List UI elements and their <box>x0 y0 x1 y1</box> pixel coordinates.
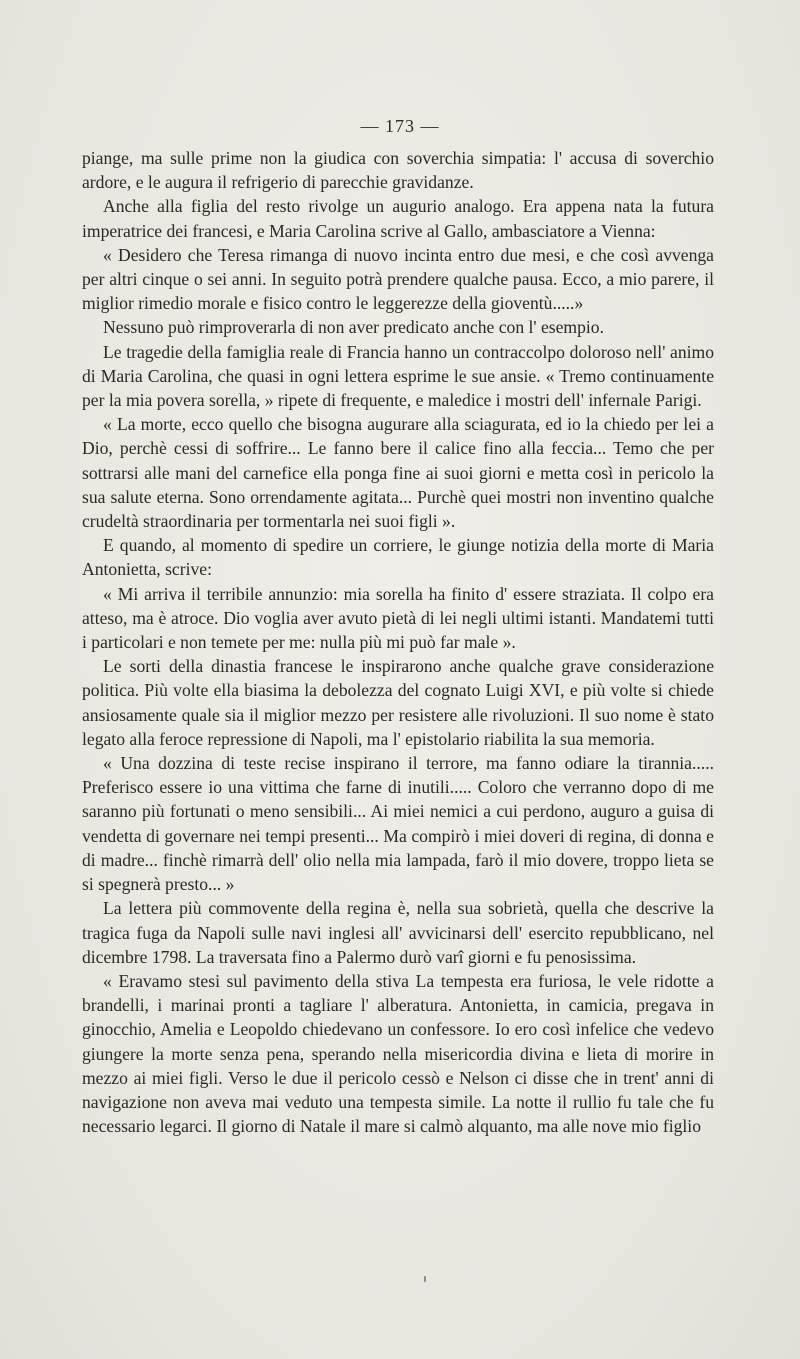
paragraph: « Mi arriva il terribile annunzio: mia sorella ha finito d' essere straziata. Il colpo era atteso, ma è atroce. Dio voglia aver avuto pietà di lei negli ultimi istanti. Mandatemi tutti i particolari e non temete per me: nulla più mi può far male ». <box>82 583 714 653</box>
paragraph: Nessuno può rimproverarla di non aver predicato anche con l' esempio. <box>103 317 605 338</box>
body-text <box>82 146 714 1138</box>
paragraph: piange, ma sulle prime non la giudica con soverchia simpatia: l' accusa di soverchio ardore, e le augura il refrigerio di parecchie gravidanze. <box>82 148 714 193</box>
paragraph: « Una dozzina di teste recise inspirano il terrore, ma fanno odiare la tirannia..... Preferisco essere io una vittima che farne di inutili..... Coloro che verranno dopo di me saranno più fortunati o meno sensibili... Ai miei nemici a cui perdono, auguro a guisa di vendetta di governare nei tempi presenti... Ma compirò i miei doveri di regina, di donna e di madre... finchè rimarrà dell' olio nella mia lampada, farò il mio dovere, troppo lieta se si spegnerà presto... » <box>82 753 714 895</box>
paragraph: « Desidero che Teresa rimanga di nuovo incinta entro due mesi, e che così avvenga per altri cinque o sei anni. In seguito potrà prendere qualche pausa. Ecco, a mio parere, il miglior rimedio morale e fisico contro le leggerezze della gioventù.....» <box>82 244 714 314</box>
paragraph: La lettera più commovente della regina è, nella sua sobrietà, quella che descrive la tragica fuga da Napoli sulle navi inglesi all' avvicinarsi dell' esercito repubblicano, nel dicembre 1798. La traversata fino a Palermo durò varî giorni e fu penosissima. <box>82 898 714 967</box>
paragraph: Anche alla figlia del resto rivolge un augurio analogo. Era appena nata la futura imperatrice dei francesi, e Maria Carolina scrive al Gallo, ambasciatore a Vienna: <box>82 196 714 241</box>
ink-speck <box>424 1276 426 1282</box>
paragraph: Le tragedie della famiglia reale di Francia hanno un contraccolpo doloroso nell' animo di Maria Carolina, che quasi in ogni lettera esprime le sue ansie. « Tremo continuamente per la mia povera sorella, » ripete di frequente, e maledice i mostri dell' infernale Parigi. <box>82 341 714 411</box>
paragraph: E quando, al momento di spedire un corriere, le giunge notizia della morte di Maria Antonietta, scrive: <box>82 535 714 580</box>
paragraph: « Eravamo stesi sul pavimento della stiva La tempesta era furiosa, le vele ridotte a brandelli, i marinai pronti a tagliare l' alberatura. Antonietta, in camicia, pregava in ginocchio, Amelia e Leopoldo chiedevano un confessore. Io ero così infelice che vedevo giungere la morte senza pena, sperando nella misericordia divina e lieta di morire in mezzo ai miei figli. Verso le due il pericolo cessò e Nelson ci disse che in trent' anni di navigazione non aveva mai veduto una tempesta simile. La notte il rullio fu tale che fu necessario legarci. Il giorno di Natale il mare si calmò alquanto, ma alle nove mio figlio <box>82 970 714 1137</box>
paragraph: Le sorti della dinastia francese le inspirarono anche qualche grave considerazione politica. Più volte ella biasima la debolezza del cognato Luigi XVI, e più volte si chiede ansiosamente quale sia il miglior mezzo per resistere alle rivoluzioni. Il suo nome è stato legato alla feroce repressione di Napoli, ma l' epistolario riabilita la sua memoria. <box>82 656 714 749</box>
paragraph: « La morte, ecco quello che bisogna augurare alla sciagurata, ed io la chiedo per lei a Dio, perchè cessi di soffrire... Le fanno bere il calice fino alla feccia... Temo che per sottrarsi alle mani del carnefice ella ponga fine ai suoi giorni e metta così in pericolo la sua salute eterna. Sono orrendamente agitata... Purchè quei mostri non inventino qualche crudeltà straordinaria per tormentarla nei suoi figli ». <box>82 414 714 532</box>
page-number: — 173 — <box>360 116 440 136</box>
